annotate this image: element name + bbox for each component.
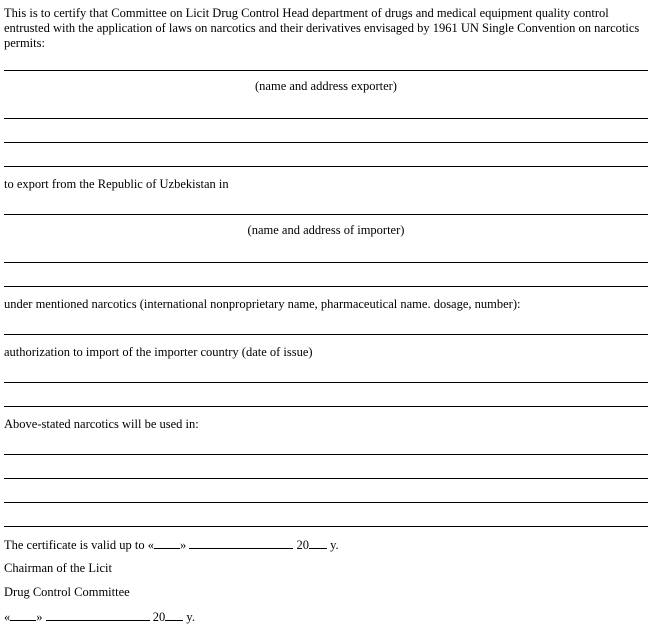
- exporter-caption: (name and address exporter): [255, 79, 397, 93]
- validity-prefix: The certificate is valid up to «: [4, 538, 154, 552]
- authorization-line-1: [4, 382, 648, 383]
- signature-year-prefix: 20: [152, 610, 166, 624]
- usage-label: Above-stated narcotics will be used in:: [4, 417, 199, 431]
- exporter-line-1: [4, 70, 648, 71]
- importer-caption: (name and address of importer): [247, 223, 405, 237]
- export-label: to export from the Republic of Uzbekistan in: [4, 177, 229, 191]
- signature-date-line: [4, 609, 195, 625]
- validity-month-field[interactable]: [189, 537, 293, 549]
- importer-line-2: [4, 262, 648, 263]
- narcotics-line-1: [4, 334, 648, 335]
- authorization-label: authorization to import of the importer country (date of issue): [4, 345, 313, 359]
- usage-line-2: [4, 478, 648, 479]
- importer-line-1: [4, 214, 648, 215]
- exporter-line-2: [4, 118, 648, 119]
- validity-day-field[interactable]: [154, 537, 180, 549]
- usage-line-4: [4, 526, 648, 527]
- usage-line-1: [4, 454, 648, 455]
- validity-line: [4, 537, 339, 553]
- importer-line-3: [4, 286, 648, 287]
- narcotics-label: under mentioned narcotics (international nonproprietary name, pharmaceutical name. dosage, number):: [4, 297, 521, 311]
- chairman-title-line-1: Chairman of the Licit: [4, 561, 112, 575]
- validity-quote-close: »: [179, 538, 187, 552]
- usage-line-3: [4, 502, 648, 503]
- exporter-line-3: [4, 142, 648, 143]
- intro-text: This is to certify that Committee on Licit Drug Control Head department of drugs and medical equipment quality control entrusted with the application of laws on narcotics and their derivatives envisaged by 1961 UN Single Convention on narcotics permits:: [4, 6, 640, 50]
- validity-year-suffix: y.: [330, 538, 339, 552]
- signature-year-suffix: y.: [186, 610, 195, 624]
- exporter-line-4: [4, 166, 648, 167]
- authorization-line-2: [4, 406, 648, 407]
- validity-year-prefix: 20: [296, 538, 309, 552]
- signature-quote-open: «: [4, 610, 11, 624]
- validity-year-field[interactable]: [309, 537, 327, 549]
- signature-year-field[interactable]: [165, 609, 183, 621]
- signature-month-field[interactable]: [46, 609, 150, 621]
- chairman-title-line-2: Drug Control Committee: [4, 585, 130, 599]
- signature-day-field[interactable]: [10, 609, 36, 621]
- signature-quote-close: »: [36, 610, 43, 624]
